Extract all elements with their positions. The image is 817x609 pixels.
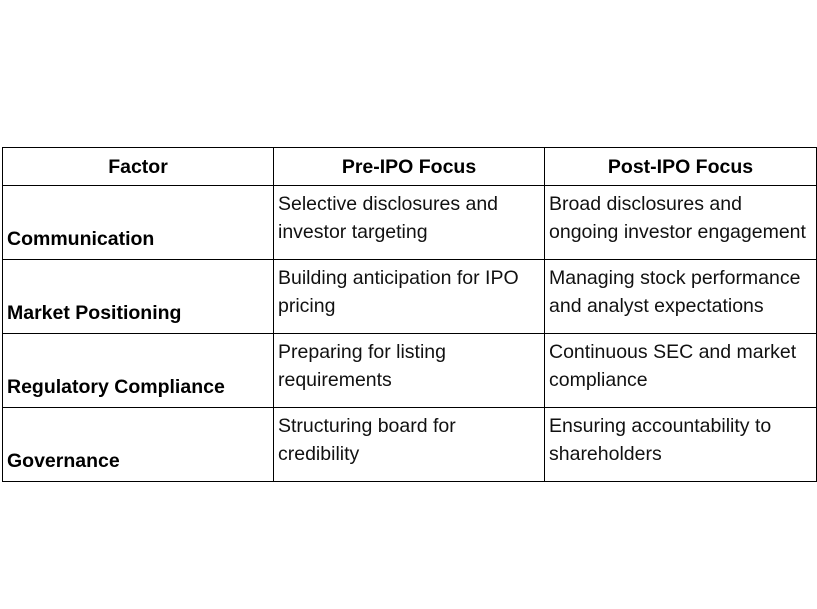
table-row <box>3 186 817 260</box>
header-pre-ipo-focus: Pre-IPO Focus <box>274 148 545 186</box>
factor-cell: Governance <box>3 408 274 482</box>
factor-cell: Regulatory Compliance <box>3 334 274 408</box>
post-ipo-cell: Continuous SEC and market compliance <box>545 334 817 408</box>
ipo-focus-comparison-table <box>2 147 817 482</box>
factor-cell: Market Positioning <box>3 260 274 334</box>
pre-ipo-cell: Preparing for listing requirements <box>274 334 545 408</box>
table-row <box>3 334 817 408</box>
header-factor: Factor <box>3 148 274 186</box>
post-ipo-cell: Managing stock performance and analyst expectations <box>545 260 817 334</box>
table-row <box>3 408 817 482</box>
pre-ipo-cell: Building anticipation for IPO pricing <box>274 260 545 334</box>
pre-ipo-cell: Structuring board for credibility <box>274 408 545 482</box>
factor-cell: Communication <box>3 186 274 260</box>
post-ipo-cell: Ensuring accountability to shareholders <box>545 408 817 482</box>
header-post-ipo-focus: Post-IPO Focus <box>545 148 817 186</box>
post-ipo-cell: Broad disclosures and ongoing investor engagement <box>545 186 817 260</box>
comparison-table-container <box>2 147 816 482</box>
table-header-row <box>3 148 817 186</box>
table-row <box>3 260 817 334</box>
pre-ipo-cell: Selective disclosures and investor targeting <box>274 186 545 260</box>
